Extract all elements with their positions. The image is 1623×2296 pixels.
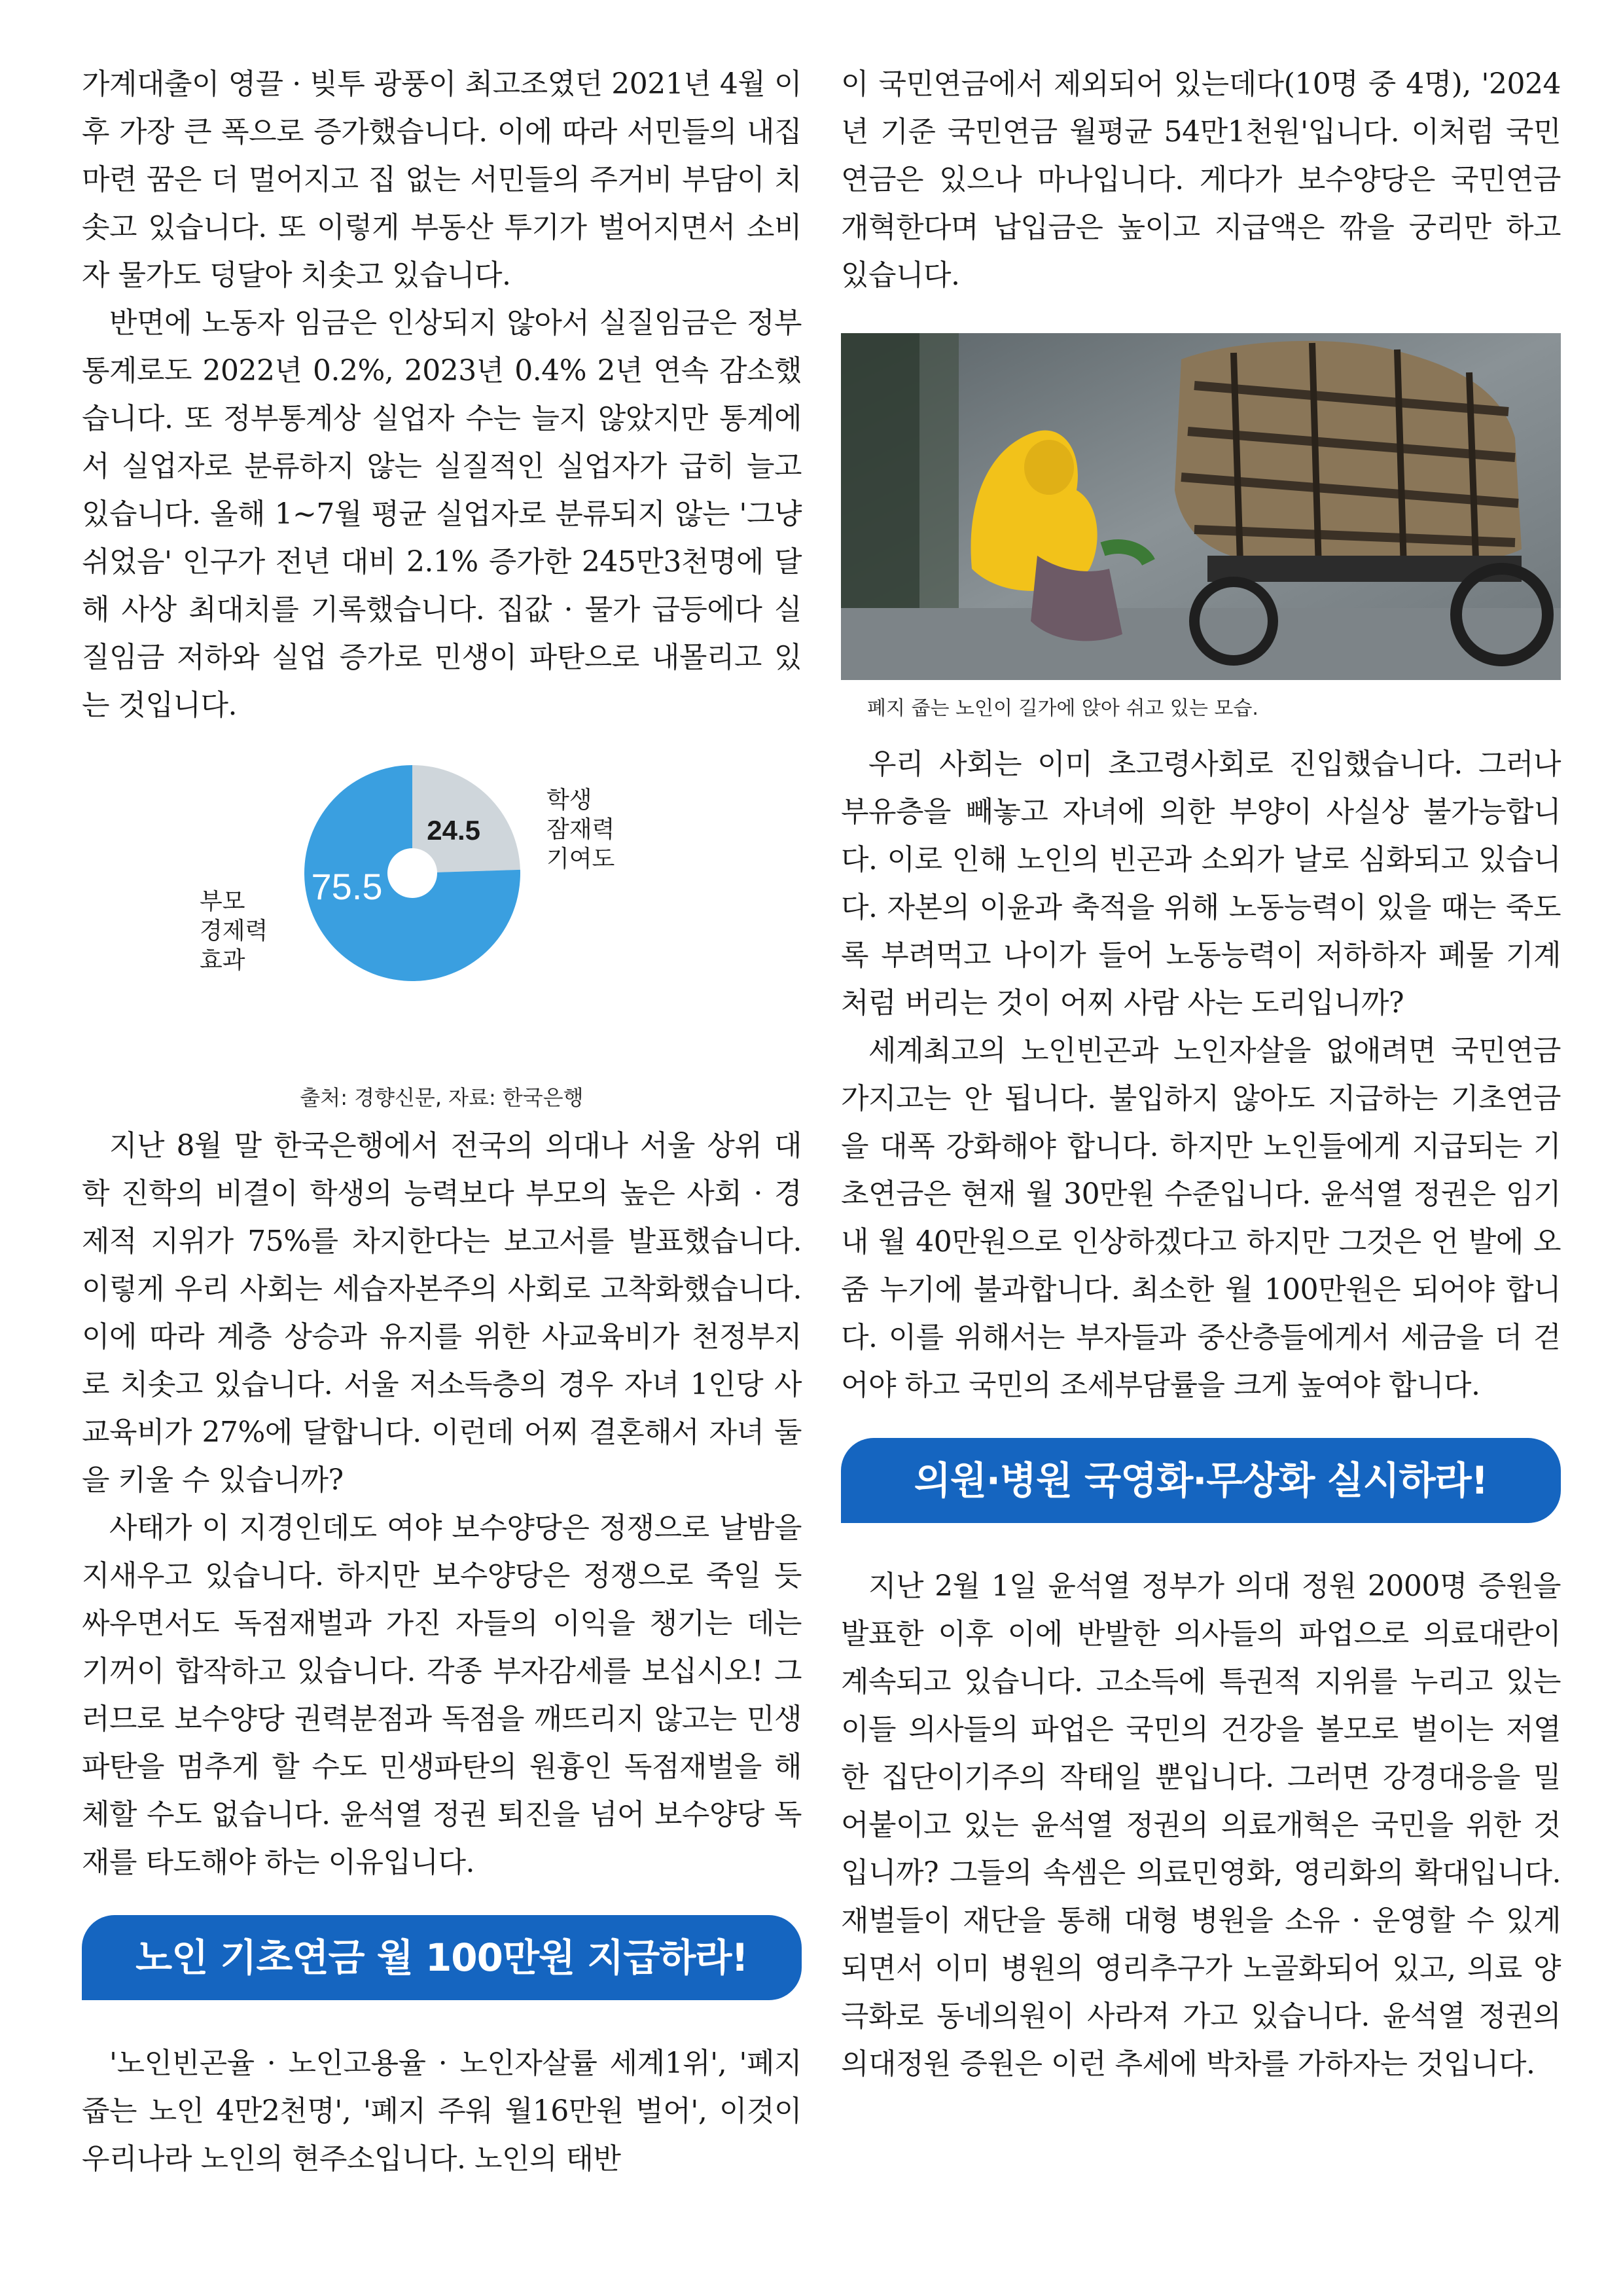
body-paragraph: 사태가 이 지경인데도 여야 보수양당은 정쟁으로 날밤을 지새우고 있습니다. 하지만 보수양당은 정쟁으로 죽일 듯 싸우면서도 독점재벌과 가진 자들의 이익을 챙기는 데는 기꺼이 합작하고 있습니다. 각종 부자감세를 보십시오! 그러므로 보수양당 권력분점과 독점을 깨뜨리지 않고는 민생파탄을 멈추게 할 수도 민생파탄의 원흉인 독점재벌을 해체할 수도 없습니다. 윤석열 정권 퇴진을 넘어 보수양당 독재를 타도해야 하는 이유입니다. [82, 1511, 802, 1879]
body-paragraph: '노인빈곤율 · 노인고용율 · 노인자살률 세계1위', '폐지 줍는 노인 4만2천명', '폐지 주워 월16만원 벌어', 이것이 우리나라 노인의 현주소입니다. 노인의 태반 [82, 2047, 802, 2176]
pie-chart [82, 755, 802, 1122]
pie-center-hole [387, 848, 437, 898]
pie-chart-svg [82, 755, 802, 1076]
photo-illustration [841, 333, 1561, 680]
legend-student-line: 기여도 [546, 846, 615, 872]
right-column [841, 60, 1561, 2088]
body-paragraph: 가계대출이 영끌 · 빚투 광풍이 최고조였던 2021년 4월 이후 가장 큰 폭으로 증가했습니다. 이에 따라 서민들의 내집마련 꿈은 더 멀어지고 집 없는 서민들의 주거비 부담이 치솟고 있습니다. 또 이렇게 부동산 투기가 벌어지면서 소비자 물가도 덩달아 치솟고 있습니다. [82, 67, 802, 292]
legend-student [546, 787, 615, 872]
legend-parent-line: 효과 [200, 947, 245, 974]
photo-caption: 폐지 줍는 노인이 길가에 앉아 쉬고 있는 모습. [867, 697, 1258, 720]
section-heading-hospital: 의원·병원 국영화·무상화 실시하라! [841, 1438, 1561, 1523]
body-paragraph: 세계최고의 노인빈곤과 노인자살을 없애려면 국민연금 가지고는 안 됩니다. 불입하지 않아도 지급하는 기초연금을 대폭 강화해야 합니다. 하지만 노인들에게 지급되는 기초연금은 현재 월 30만원 수준입니다. 윤석열 정권은 임기 내 월 40만원으로 인상하겠다고 하지만 그것은 언 발에 오줌 누기에 불과합니다. 최소한 월 100만원은 되어야 합니다. 이를 위해서는 부자들과 중산층들에게서 세금을 더 걷어야 하고 국민의 조세부담률을 크게 높여야 합니다. [841, 1034, 1561, 1402]
legend-student-line: 학생 [546, 787, 592, 814]
chart-source: 출처: 경향신문, 자료: 한국은행 [300, 1085, 584, 1110]
body-paragraph: 지난 8월 말 한국은행에서 전국의 의대나 서울 상위 대학 진학의 비결이 학생의 능력보다 부모의 높은 사회 · 경제적 지위가 75%를 차지한다는 보고서를 발표했습니다. 이렇게 우리 사회는 세습자본주의 사회로 고착화했습니다. 이에 따라 계층 상승과 유지를 위한 사교육비가 천정부지로 치솟고 있습니다. 서울 저소득층의 경우 자녀 1인당 사교육비가 27%에 달합니다. 이런데 어찌 결혼해서 자녀 둘을 키울 수 있습니까? [82, 1129, 802, 1497]
pie-value-label-student: 24.5 [427, 814, 481, 846]
body-paragraph: 이 국민연금에서 제외되어 있는데다(10명 중 4명), '2024년 기준 국민연금 월평균 54만1천원'입니다. 이처럼 국민연금은 있으나 마나입니다. 게다가 보수양당은 국민연금 개혁한다며 납입금은 높이고 지급액은 깎을 궁리만 하고 있습니다. [841, 67, 1561, 292]
legend-parent-line: 경제력 [200, 918, 268, 944]
section-heading-pension: 노인 기초연금 월 100만원 지급하라! [82, 1915, 802, 2000]
legend-student-line: 잠재력 [546, 816, 615, 843]
legend-parent-line: 부모 [200, 888, 245, 915]
body-paragraph: 지난 2월 1일 윤석열 정부가 의대 정원 2000명 증원을 발표한 이후 이에 반발한 의사들의 파업으로 의료대란이 계속되고 있습니다. 고소득에 특권적 지위를 누리고 있는 이들 의사들의 파업은 국민의 건강을 볼모로 벌이는 저열한 집단이기주의 작태일 뿐입니다. 그러면 강경대응을 밀어붙이고 있는 윤석열 정권의 의료개혁은 국민을 위한 것입니까? 그들의 속셈은 의료민영화, 영리화의 확대입니다. 재벌들이 재단을 통해 대형 병원을 소유 · 운영할 수 있게 되면서 이미 병원의 영리추구가 노골화되어 있고, 의료 양극화로 동네의원이 사라져 가고 있습니다. 윤석열 정권의 의대정원 증원은 이런 추세에 박차를 가하자는 것입니다. [841, 1570, 1561, 2081]
photo-elderly-collector [841, 333, 1561, 680]
legend-parent [200, 888, 268, 974]
body-paragraph: 반면에 노동자 임금은 인상되지 않아서 실질임금은 정부 통계로도 2022년 0.2%, 2023년 0.4% 2년 연속 감소했습니다. 또 정부통계상 실업자 수는 늘지 않았지만 통계에서 실업자로 분류하지 않는 실질적인 실업자가 급히 늘고 있습니다. 올해 1~7월 평균 실업자로 분류되지 않는 '그냥 쉬었음' 인구가 전년 대비 2.1% 증가한 245만3천명에 달해 사상 최대치를 기록했습니다. 집값 · 물가 급등에다 실질임금 저하와 실업 증가로 민생이 파탄으로 내몰리고 있는 것입니다. [82, 306, 802, 722]
body-paragraph: 우리 사회는 이미 초고령사회로 진입했습니다. 그러나 부유층을 빼놓고 자녀에 의한 부양이 사실상 불가능합니다. 이로 인해 노인의 빈곤과 소외가 날로 심화되고 있습니다. 자본의 이윤과 축적을 위해 노동능력이 있을 때는 죽도록 부려먹고 나이가 들어 노동능력이 저하하자 폐물 기계처럼 버리는 것이 어찌 사람 사는 도리입니까? [841, 747, 1561, 1020]
left-column [82, 60, 802, 2183]
pie-value-label-parent: 75.5 [311, 866, 383, 907]
